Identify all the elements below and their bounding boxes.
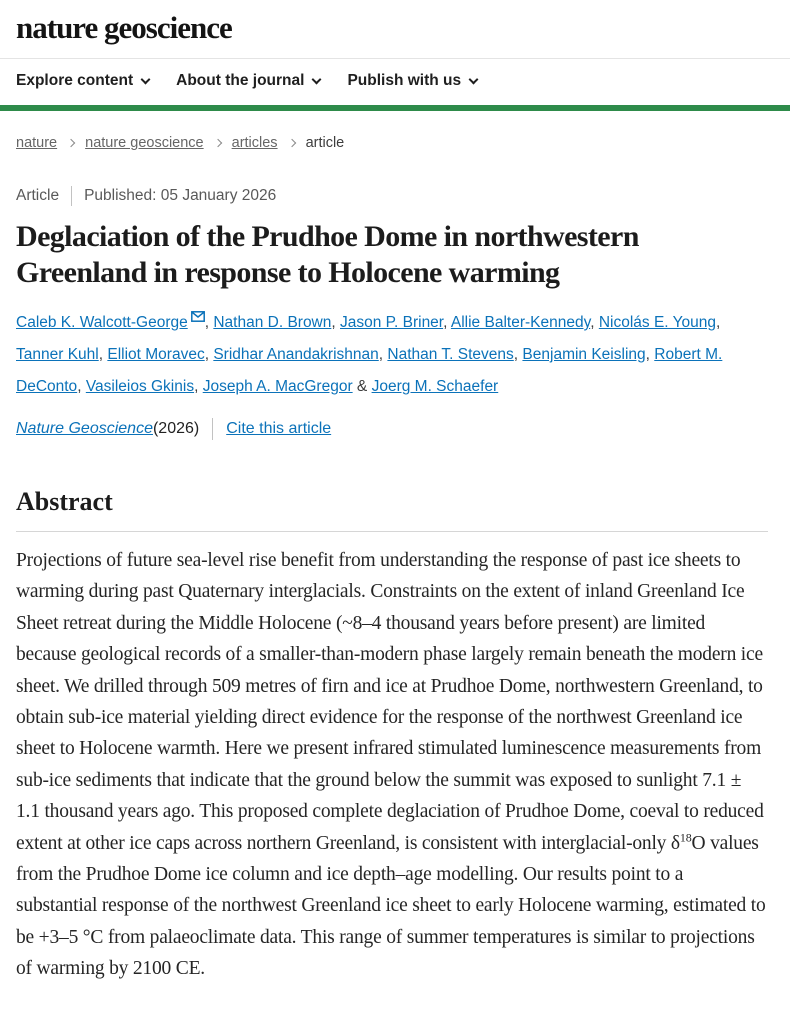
author-link[interactable]: Jason P. Briner [340,314,444,331]
author-separator: , [513,346,523,363]
chevron-right-icon [67,139,75,147]
chevron-down-icon [312,74,322,84]
author-separator: , [204,314,214,331]
author-separator: , [378,346,388,363]
nav-label: Publish with us [347,72,462,89]
author-list [16,307,761,403]
author-separator: , [77,378,86,395]
author-separator: , [204,346,214,363]
nav-publish-with-us[interactable] [347,72,477,90]
citation-year: (2026) [152,420,200,437]
page-title: Deglaciation of the Prudhoe Dome in northwestern Greenland in response to Holocene warming [16,220,639,289]
abstract-section [16,487,768,985]
author-separator: , [194,378,203,395]
article-type-label: Article [16,187,60,204]
abstract-text-part2: O values from the Prudhoe Dome ice column and ice depth–age modelling. Our results point to a substantial response of the northwest Greenland ice sheet to early Holocene warming, estimated to be +3–5 °C from palaeoclimate data. This range of summer temperatures is similar to projections of warming by 2100 CE. [16,832,766,980]
logo-row [0,0,790,59]
nav-about-the-journal[interactable] [176,72,320,90]
author-separator: , [98,346,108,363]
nav-label: About the journal [176,72,305,89]
abstract-heading: Abstract [16,487,768,532]
journal-accent-bar [0,105,790,111]
author-link[interactable]: Elliot Moravec [107,346,205,363]
chevron-down-icon [141,74,151,84]
author [599,314,721,331]
author [86,378,203,395]
author-link[interactable]: Sridhar Anandakrishnan [213,346,379,363]
citation-line [16,418,768,440]
breadcrumb-link-nature[interactable]: nature [16,135,58,151]
chevron-right-icon [287,139,295,147]
author-link[interactable]: Benjamin Keisling [522,346,646,363]
divider [212,418,213,440]
author [213,346,387,363]
article-meta [16,186,768,206]
author [387,346,522,363]
author-link[interactable]: Vasileios Gkinis [85,378,195,395]
author [16,314,213,331]
email-icon[interactable] [191,308,205,325]
journal-logo[interactable]: nature geoscience [16,10,232,45]
journal-link[interactable]: Nature Geoscience [16,420,153,437]
cite-this-article-link[interactable]: Cite this article [226,420,332,437]
breadcrumb-current: article [305,135,345,151]
author-link[interactable]: Nicolás E. Young [598,314,717,331]
abstract-text-part1: Projections of future sea-level rise benefit from understanding the response of past ice sheets to warming during past Quaternary interglacials. Constraints on the extent of inland Greenland Ice Sheet retreat during the Middle Holocene (~8–4 thousand years before present) are limited because geological records of a smaller-than-modern phase largely remain beneath the modern ice sheet. We drilled through 509 metres of firn and ice at Prudhoe Dome, northwestern Greenland, to obtain sub-ice material yielding direct evidence for the response of the northwest Greenland ice sheet to Holocene warmth. Here we present infrared stimulated luminescence measurements from sub-ice sediments that indicate that the ground below the summit was exposed to sunlight 7.1 ± 1.1 thousand years ago. This proposed complete deglaciation of Prudhoe Dome, coeval to reduced extent at other ice caps across northern Greenland, is consistent with interglacial-only δ [16,550,764,854]
site-header [0,0,790,111]
author [522,346,654,363]
author-link[interactable]: Joseph A. MacGregor [202,378,353,395]
chevron-right-icon [213,139,221,147]
breadcrumb [16,135,768,151]
author [340,314,451,331]
author [107,346,213,363]
author [213,314,340,331]
author-separator: , [590,314,599,331]
author-separator: , [331,314,340,331]
author-link[interactable]: Nathan D. Brown [213,314,332,331]
author-link[interactable]: Tanner Kuhl [16,346,99,363]
author-link[interactable]: Caleb K. Walcott-George [16,314,188,331]
breadcrumb-link-nature-geoscience[interactable]: nature geoscience [85,135,204,151]
nav-label: Explore content [16,72,134,89]
author-link[interactable]: Robert M. DeConto [16,346,723,395]
author-link[interactable]: Nathan T. Stevens [387,346,514,363]
nav-explore-content[interactable] [16,72,149,90]
breadcrumb-link-articles[interactable]: articles [231,135,278,151]
author-separator: , [443,314,451,331]
main-nav [0,59,790,105]
abstract-superscript: 18 [679,830,692,845]
author-separator: & [352,378,372,395]
divider [71,186,72,206]
author [16,346,107,363]
author [451,314,599,331]
article-page [0,135,790,999]
author-link[interactable]: Joerg M. Schaefer [371,378,499,395]
author [203,378,372,395]
author-separator: , [716,314,721,331]
author-separator: , [645,346,655,363]
author-link[interactable]: Allie Balter-Kennedy [450,314,591,331]
chevron-down-icon [469,74,479,84]
published-date: Published: 05 January 2026 [84,187,277,204]
author [372,378,499,395]
abstract-text [16,545,768,985]
